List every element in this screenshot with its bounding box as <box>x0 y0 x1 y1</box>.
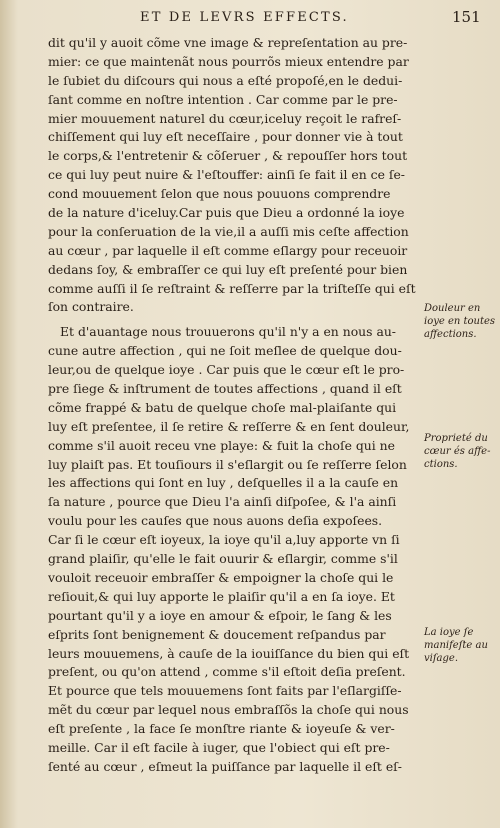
text-line: comme auſſi il ſe reſtraint & reſſerre par la triſteſſe qui eſt <box>48 280 416 296</box>
text-line: le ſubiet du diſcours qui nous a eſté propoſé,en le dedui- <box>48 72 403 88</box>
text-line: luy eſt preſentee, il ſe retire & reſſerre & en ſent douleur, <box>48 418 410 434</box>
paragraph-2 <box>48 323 428 776</box>
text-line: grand plaiſir, qu'elle le fait ouurir & eſlargir, comme s'il <box>48 551 398 567</box>
paragraph-1 <box>48 34 428 317</box>
text-line: eſprits ſont benignement & doucement reſpandus par <box>48 626 386 642</box>
margin-note-propriete <box>424 432 494 471</box>
folio-number: 151 <box>452 8 481 26</box>
margin-note-line: Douleur en <box>424 303 481 314</box>
margin-note-line: cœur és affe- <box>424 446 491 457</box>
text-line: pour la conſeruation de la vie,il a auſſi mis ceſte affection <box>48 223 409 239</box>
text-line: le corps,& l'entretenir & cõſeruer , & repouſſer hors tout <box>48 148 408 164</box>
text-line: meille. Car il eſt facile à iuger, que l'obiect qui eſt pre- <box>48 739 390 755</box>
margin-note-line: Proprieté du <box>424 433 488 444</box>
text-line: cune autre affection , qui ne ſoit meſlee de quelque dou- <box>48 343 402 359</box>
text-line: ſa nature , pource que Dieu l'a ainſi diſpoſee, & l'a ainſi <box>48 494 397 510</box>
text-line: mẽt du cœur par lequel nous embraſſõs la choſe qui nous <box>48 702 409 718</box>
text-line: Car ſi le cœur eſt ioyeux, la ioye qu'il a,luy apporte vn ſi <box>48 532 400 548</box>
margin-note-line: ctions. <box>424 459 458 470</box>
text-line: reſiouit,& qui luy apporte le plaiſir qu'il a en ſa ioye. Et <box>48 588 395 604</box>
main-text <box>48 34 428 777</box>
text-line: comme s'il auoit receu vne playe: & fuit la choſe qui ne <box>48 437 395 453</box>
text-line: chiſſement qui luy eſt neceſſaire , pour donner vie à tout <box>48 129 403 145</box>
margin-note-line: La ioye ſe <box>424 627 474 638</box>
text-line: dedans ſoy, & embraſſer ce qui luy eſt preſenté pour bien <box>48 261 408 277</box>
text-line: au cœur , par laquelle il eſt comme eſlargy pour receuoir <box>48 242 408 258</box>
margin-note-line: ioye en toutes <box>424 316 496 327</box>
margin-note-ioye <box>424 626 494 665</box>
text-line: ſon contraire. <box>48 299 134 315</box>
text-line: les affections qui ſont en luy , deſquelles il a la cauſe en <box>48 475 399 491</box>
text-line: Et d'auantage nous trouuerons qu'il n'y a en nous au- <box>60 324 396 340</box>
text-line: leurs mouuemens, à cauſe de la iouiſſance du bien qui eſt <box>48 645 410 661</box>
text-line: ſant comme en noſtre intention . Car comme par le pre- <box>48 91 398 107</box>
text-line: vouloit receuoir embraſſer & empoigner la choſe qui le <box>48 569 394 585</box>
text-line: mier: ce que maintenãt nous pourrõs mieux entendre par <box>48 53 409 69</box>
margin-note-line: affections. <box>424 329 477 340</box>
text-line: de la nature d'iceluy.Car puis que Dieu a ordonné la ioye <box>48 205 405 221</box>
text-line: pre ſiege & inſtrument de toutes affections , quand il eſt <box>48 381 402 397</box>
text-line: eſt preſente , la face ſe monſtre riante & ioyeuſe & ver- <box>48 721 395 737</box>
text-line: Et pource que tels mouuemens ſont faits par l'eſlargiſſe- <box>48 683 402 699</box>
margin-note-douleur <box>424 302 494 341</box>
text-line: luy plaiſt pas. Et touſiours il s'eſlargit ou ſe reſſerre ſelon <box>48 456 407 472</box>
text-line: mier mouuement naturel du cœur,iceluy reçoit le rafreſ- <box>48 110 402 126</box>
text-line: ſenté au cœur , eſmeut la puiſſance par laquelle il eſt eſ- <box>48 758 402 774</box>
page-header <box>0 8 500 32</box>
running-title: ET DE LEVRS EFFECTS. <box>140 10 349 25</box>
margin-note-line: viſage. <box>424 653 459 664</box>
text-line: cond mouuement ſelon que nous pouuons comprendre <box>48 186 391 202</box>
text-line: leur,ou de quelque ioye . Car puis que le cœur eſt le pro- <box>48 362 405 378</box>
text-line: dit qu'il y auoit cõme vne image & repreſentation au pre- <box>48 35 408 50</box>
text-line: preſent, ou qu'on attend , comme s'il eſtoit deſia preſent. <box>48 664 406 680</box>
text-line: cõme frappé & batu de quelque choſe mal-plaiſante qui <box>48 399 397 415</box>
text-line: voulu pour les cauſes que nous auons deſia expoſees. <box>48 513 383 529</box>
text-line: pourtant qu'il y a ioye en amour & eſpoir, le ſang & les <box>48 607 392 623</box>
margin-note-line: manifeſte au <box>424 640 488 651</box>
text-line: ce qui luy peut nuire & l'eſtouffer: ainſi ſe fait il en ce ſe- <box>48 167 405 183</box>
